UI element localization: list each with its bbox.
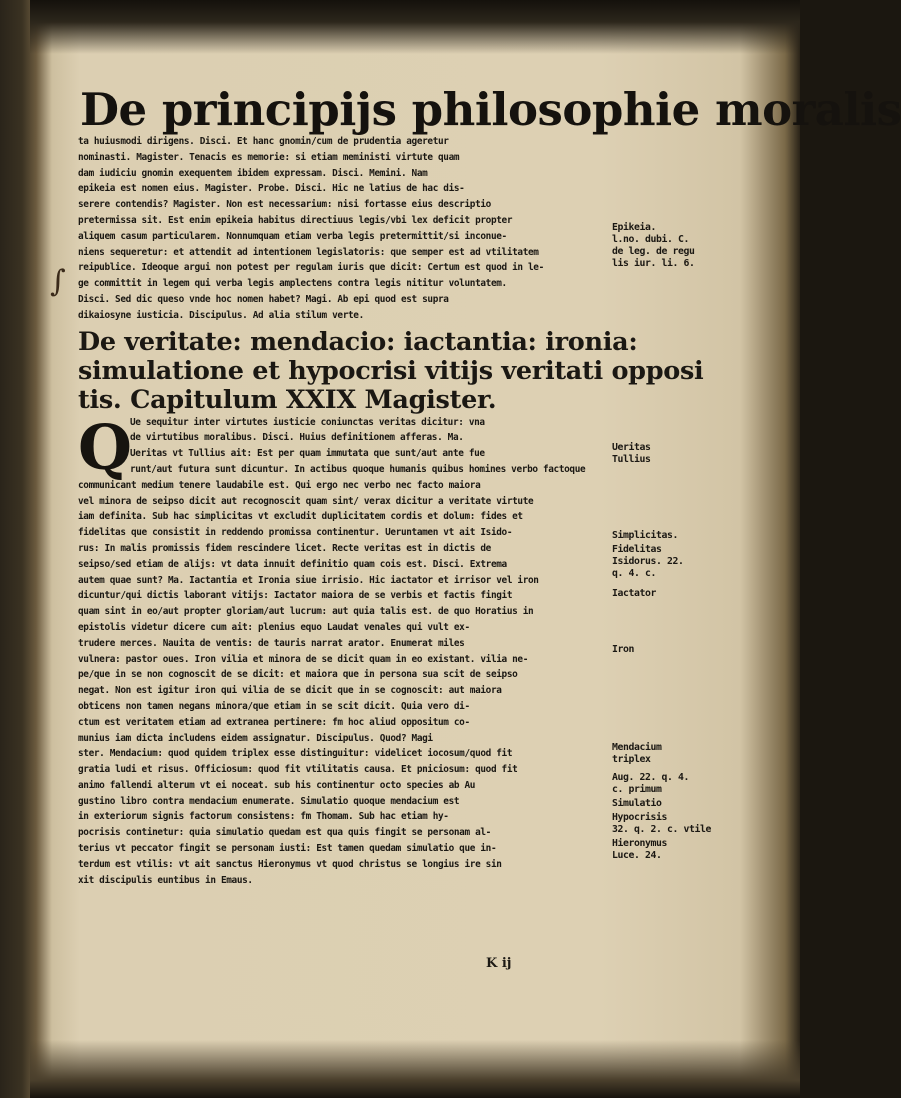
running-head: De principijs philosophie moralis — [80, 83, 901, 136]
text-line: aliquem casum particularem. Nonnumquam etiam verba legis pretermittit/si inconue- — [78, 230, 507, 242]
text-line: dicuntur/qui dictis laborant vitijs: Iactator maiora de se verbis et factis fingit — [78, 590, 513, 602]
text-line: trudere merces. Nauita de ventis: de tauris narrat arator. Enumerat miles — [78, 637, 465, 649]
text-block-epikeia — [78, 134, 598, 324]
text-line: de virtutibus moralibus. Disci. Huius definitionem afferas. Ma. — [130, 432, 464, 444]
margin-notes-top — [612, 222, 752, 270]
text-line: epistolis videtur dicere cum ait: plenius equo Laudat venales qui vult ex- — [78, 621, 470, 633]
text-line: fidelitas que consistit in reddendo promissa continentur. Ueruntamen vt ait Isido- — [78, 527, 513, 539]
text-line: terius vt peccator fingit se personam iusti: Est tamen quedam simulatio que in- — [78, 843, 497, 855]
margin-note: Tullius — [612, 454, 651, 465]
text-line: xit discipulis euntibus in Emaus. — [78, 874, 253, 886]
text-line: dam iudiciu gnomin exequentem ibidem expressam. Disci. Memini. Nam — [78, 167, 428, 179]
text-line: gratia ludi et risus. Officiosum: quod fit vtilitatis causa. Et pniciosum: quod fit — [78, 764, 518, 776]
text-line: ta huiusmodi dirigens. Disci. Et hanc gnomin/cum de prudentia ageretur — [78, 136, 449, 147]
text-line: ge committit in legem qui verba legis amplectens contra legis nititur voluntatem. — [78, 278, 507, 290]
text-line: vulnera: pastor oues. Iron vilia et minora de se dicit quam in eo existant. vilia ne- — [78, 653, 529, 665]
margin-note: Mendacium — [612, 742, 662, 753]
text-line: epikeia est nomen eius. Magister. Probe. Disci. Hic ne latius de hac dis- — [78, 183, 465, 195]
printed-leaf — [50, 52, 901, 1037]
margin-note: Simplicitas. — [612, 530, 678, 541]
chapter-title-line-1: De veritate: mendacio: iactantia: ironia: — [78, 326, 638, 357]
text-line: negat. Non est igitur iron qui vilia de se dicit que in se cognoscit: aut maiora — [78, 685, 502, 697]
text-block-veritas — [78, 410, 598, 889]
text-line: animo fallendi alterum vt ei noceat. sub his continentur octo species ab Au — [78, 779, 476, 791]
text-line: iam definita. Sub hac simplicitas vt excludit duplicitatem cordis et dolum: fides et — [78, 511, 523, 523]
text-line: ctum est veritatem etiam ad extranea pertinere: fm hoc aliud oppositum co- — [78, 716, 470, 728]
margin-note: Aug. 22. q. 4. — [612, 772, 689, 783]
text-line: munius iam dicta includens eidem assignatur. Discipulus. Quod? Magi — [78, 732, 433, 744]
margin-note: Hieronymus — [612, 838, 667, 849]
margin-note: l.no. dubi. C. — [612, 234, 689, 245]
text-line: communicant medium tenere laudabile est. Qui ergo nec verbo nec facto maiora — [78, 479, 481, 491]
text-line: in exteriorum signis factorum consistens: fm Thomam. Sub hac etiam hy- — [78, 811, 449, 823]
text-line: terdum est vtilis: vt ait sanctus Hieronymus vt quod christus se longius ire sin — [78, 858, 502, 870]
text-line: serere contendis? Magister. Non est necessarium: nisi fortasse eius descriptio — [78, 199, 491, 211]
text-line: vel minora de seipso dicit aut recognoscit quam sint/ verax dicitur a veritate virtute — [78, 495, 534, 507]
text-line: pe/que in se non cognoscit de se dicit: et maiora que in persona sua scit de seipso — [78, 669, 518, 681]
text-line: Disci. Sed dic queso vnde hoc nomen habet? Magi. Ab epi quod est supra — [78, 293, 449, 305]
text-line: autem quae sunt? Ma. Iactantia et Ironia siue irrisio. Hic iactator et irrisor vel iron — [78, 574, 539, 586]
text-line: ster. Mendacium: quod quidem triplex esse distinguitur: videlicet iocosum/quod fit — [78, 748, 513, 760]
text-line: obticens non tamen negans minora/que etiam in se scit dicit. Quia vero di- — [78, 700, 470, 712]
margin-notes — [612, 442, 752, 862]
margin-note: c. primum — [612, 784, 662, 795]
text-line: runt/aut futura sunt dicuntur. In actibus quoque humanis quibus homines verbo factoque — [130, 463, 586, 475]
text-line: dikaiosyne iusticia. Discipulus. Ad alia stilum verte. — [78, 309, 364, 321]
folio-signature: K ij — [486, 956, 512, 971]
initial-letter: Q — [78, 410, 132, 484]
text-line: pocrisis continetur: quia simulatio quedam est qua quis fingit se personam al- — [78, 827, 491, 839]
chapter-title-line-3: tis. Capitulum XXIX Magister. — [78, 384, 497, 415]
text-line: Ueritas vt Tullius ait: Est per quam immutata que sunt/aut ante fue — [130, 448, 485, 460]
margin-note: 32. q. 2. c. vtile — [612, 824, 711, 835]
text-line: gustino libro contra mendacium enumerate. Simulatio quoque mendacium est — [78, 795, 460, 807]
text-line: pretermissa sit. Est enim epikeia habitus directiuus legis/vbi lex deficit propter — [78, 214, 513, 226]
margin-note: Fidelitas — [612, 544, 662, 555]
marginal-ink-bracket: ∫ — [50, 264, 66, 299]
margin-note: Iron — [612, 644, 634, 655]
margin-note: Isidorus. 22. — [612, 556, 684, 567]
margin-note: Epikeia. — [612, 222, 656, 233]
margin-note: lis iur. li. 6. — [612, 258, 695, 269]
text-line: Ue sequitur inter virtutes iusticie coniunctas veritas dicitur: vna — [130, 416, 485, 428]
margin-note: Iactator — [612, 588, 656, 599]
margin-note: de leg. de regu — [612, 246, 695, 257]
text-line: rus: In malis promissis fidem rescindere licet. Recte veritas est in dictis de — [78, 542, 491, 554]
margin-note: Luce. 24. — [612, 850, 662, 861]
text-line: niens sequeretur: et attendit ad intentionem legislatoris: que semper est ad vtilitatem — [78, 246, 539, 258]
page-bottom-shadow — [30, 1040, 800, 1098]
margin-note: q. 4. c. — [612, 568, 656, 579]
text-line: reipublice. Ideoque argui non potest per regulam iuris que dicit: Certum est quod in le- — [78, 262, 544, 274]
margin-note: Ueritas — [612, 442, 651, 453]
text-line: seipso/sed etiam de alijs: vt data innuit definitio quam cois est. Disci. Extrema — [78, 558, 507, 570]
text-line: nominasti. Magister. Tenacis es memorie: si etiam meministi virtute quam — [78, 151, 460, 163]
chapter-title-line-2: simulatione et hypocrisi vitijs veritati opposi — [78, 355, 704, 386]
margin-note: triplex — [612, 754, 651, 765]
margin-note: Hypocrisis — [612, 812, 667, 823]
page-top-shadow — [30, 0, 800, 54]
margin-note: Simulatio — [612, 798, 662, 809]
text-line: quam sint in eo/aut propter gloriam/aut lucrum: aut quia talis est. de quo Horatius in — [78, 606, 534, 618]
chapter-opening — [78, 410, 598, 889]
